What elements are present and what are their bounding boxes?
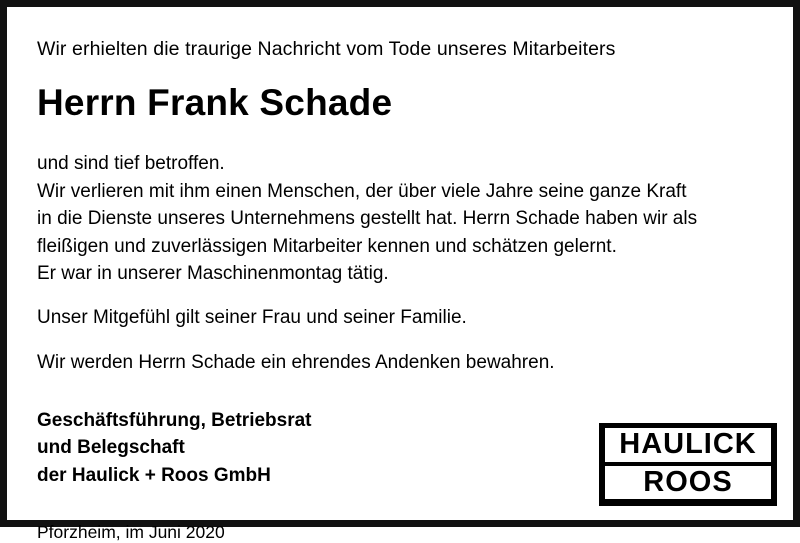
paragraph-spacer: [37, 331, 763, 349]
signature-line-2: und Belegschaft: [37, 437, 185, 459]
body-paragraph-2: Unser Mitgefühl gilt seiner Frau und seiner Familie.: [37, 306, 467, 328]
body-line-5: Er war in unserer Maschinenmontag tätig.: [37, 263, 389, 285]
paragraph-spacer: [37, 288, 763, 304]
signature-line-3: der Haulick + Roos GmbH: [37, 464, 271, 486]
intro-text: Wir erhielten die traurige Nachricht vom Tode unseres Mitarbeiters: [37, 38, 616, 60]
body-paragraph-3: Wir werden Herrn Schade ein ehrendes Andenken bewahren.: [37, 352, 555, 374]
body-text: [37, 150, 763, 377]
signature-line-1: Geschäftsführung, Betriebsrat: [37, 409, 312, 431]
place-and-date: Pforzheim, im Juni 2020: [37, 521, 225, 542]
body-line-3: in die Dienste unseres Unternehmens gestellt hat. Herrn Schade haben wir als: [37, 208, 698, 230]
logo-text-haulick: HAULICK: [605, 428, 771, 461]
logo-text-roos: ROOS: [605, 466, 771, 499]
deceased-name: Herrn Frank Schade: [37, 82, 393, 124]
body-line-4: fleißigen und zuverlässigen Mitarbeiter kennen und schätzen gelernt.: [37, 235, 617, 257]
company-logo: [599, 423, 777, 506]
body-line-2: Wir verlieren mit ihm einen Menschen, der über viele Jahre seine ganze Kraft: [37, 180, 687, 202]
body-line-1: und sind tief betroffen.: [37, 153, 225, 175]
